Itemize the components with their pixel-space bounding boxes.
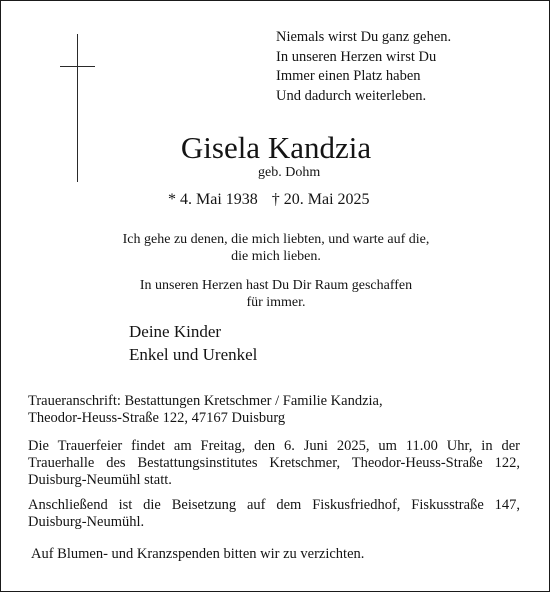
quote bbox=[1, 231, 550, 265]
death-date: † 20. Mai 2025 bbox=[271, 191, 370, 208]
life-dates bbox=[168, 190, 370, 210]
quote-line: Ich gehe zu denen, die mich liebten, und warte auf die, bbox=[122, 232, 430, 247]
poem-line: In unseren Herzen wirst Du bbox=[276, 48, 437, 65]
poem-line: Immer einen Platz haben bbox=[276, 68, 421, 84]
cross-icon-bar bbox=[60, 66, 95, 67]
poem-line: Und dadurch weiterleben. bbox=[276, 87, 427, 104]
flowers-text: Auf Blumen- und Kranzspenden bitten wir zu verzichten. bbox=[31, 546, 365, 562]
quote-line: für immer. bbox=[246, 295, 306, 310]
ceremony-text: Die Trauerfeier findet am Freitag, den 6. Juni 2025, um 11.00 Uhr, in der Trauerhalle des Bestattungsinstitutes Kretschmer, Theodor-Heuss-Straße 122, Duisburg-Neumühl statt. bbox=[28, 438, 520, 488]
birth-name: geb. Dohm bbox=[258, 165, 321, 180]
ceremony-paragraph bbox=[28, 438, 520, 489]
burial-text: Anschließend ist die Beisetzung auf dem Fiskusfriedhof, Fiskusstraße 147, Duisburg-Neumühl. bbox=[28, 497, 520, 530]
poem bbox=[276, 28, 451, 106]
address-line: Theodor-Heuss-Straße 122, 47167 Duisburg bbox=[28, 410, 286, 426]
quote-line: die mich lieben. bbox=[231, 249, 321, 264]
quote-line: In unseren Herzen hast Du Dir Raum geschaffen bbox=[139, 278, 413, 293]
birth-date: * 4. Mai 1938 bbox=[168, 191, 258, 208]
mourning-address bbox=[28, 393, 520, 427]
flowers-note bbox=[31, 546, 523, 563]
mourner-line: Deine Kinder bbox=[129, 322, 222, 341]
mourner-line: Enkel und Urenkel bbox=[129, 345, 258, 364]
address-line: Traueranschrift: Bestattungen Kretschmer / Familie Kandzia, bbox=[28, 393, 383, 409]
burial-paragraph bbox=[28, 497, 520, 531]
deceased-name: Gisela Kandzia bbox=[180, 130, 372, 165]
quote bbox=[1, 277, 550, 311]
mourners bbox=[129, 320, 257, 366]
poem-line: Niemals wirst Du ganz gehen. bbox=[276, 29, 452, 45]
